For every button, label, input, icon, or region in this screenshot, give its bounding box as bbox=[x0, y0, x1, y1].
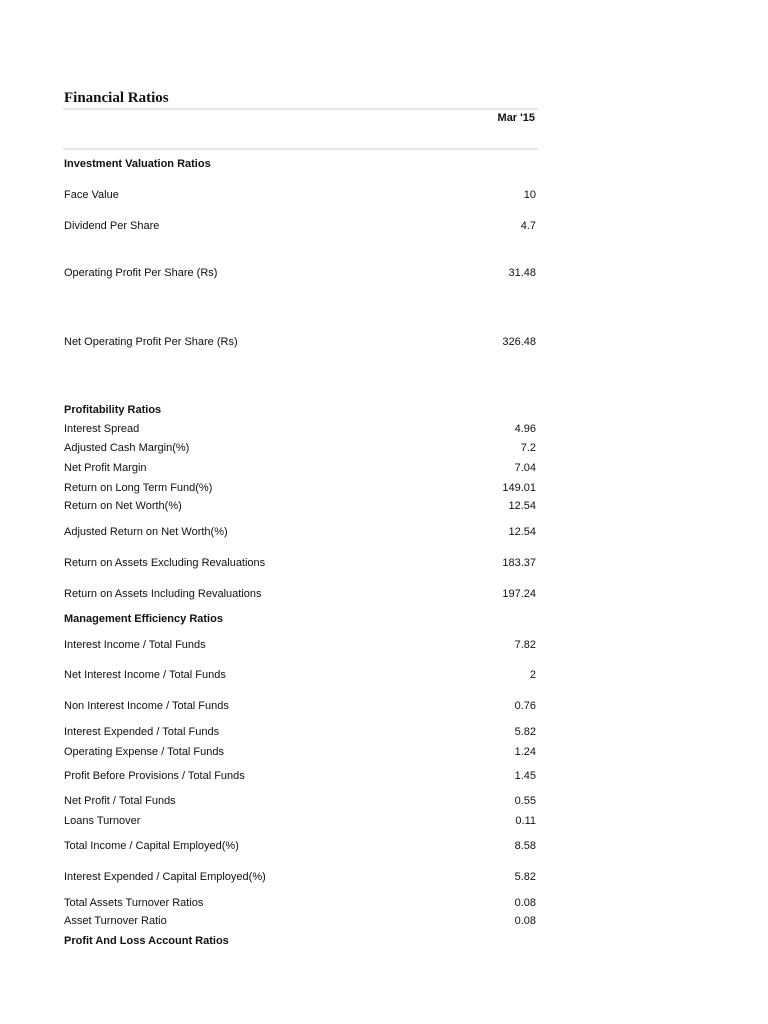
row-label: Dividend Per Share bbox=[64, 220, 160, 232]
row-label: Face Value bbox=[64, 189, 119, 201]
row-label: Return on Assets Including Revaluations bbox=[64, 588, 262, 600]
section-profit-and-loss bbox=[64, 933, 536, 949]
row-value: 12.54 bbox=[508, 500, 536, 512]
table-row bbox=[64, 813, 536, 829]
row-label: Return on Net Worth(%) bbox=[64, 500, 182, 512]
table-row bbox=[64, 524, 536, 540]
table-row bbox=[64, 334, 536, 350]
row-label: Profit Before Provisions / Total Funds bbox=[64, 770, 245, 782]
row-value: 4.7 bbox=[520, 220, 536, 232]
row-label: Asset Turnover Ratio bbox=[64, 915, 167, 927]
table-row bbox=[64, 555, 536, 571]
table-row bbox=[64, 586, 536, 602]
row-label: Profitability Ratios bbox=[64, 404, 162, 416]
row-value: 31.48 bbox=[508, 267, 536, 279]
row-value: 149.01 bbox=[502, 482, 536, 494]
row-value: 0.76 bbox=[514, 700, 536, 712]
row-label: Interest Spread bbox=[64, 423, 140, 435]
table-row bbox=[64, 480, 536, 496]
row-label: Loans Turnover bbox=[64, 815, 141, 827]
table-row bbox=[64, 768, 536, 784]
row-value: 7.2 bbox=[520, 442, 536, 454]
row-value: 2 bbox=[529, 669, 536, 681]
row-value: 5.82 bbox=[514, 871, 536, 883]
row-label: Net Interest Income / Total Funds bbox=[64, 669, 226, 681]
section-management-efficiency bbox=[64, 611, 536, 627]
table-row bbox=[64, 895, 536, 911]
table-row bbox=[64, 460, 536, 476]
row-label: Net Profit Margin bbox=[64, 462, 147, 474]
row-label: Non Interest Income / Total Funds bbox=[64, 700, 229, 712]
table-row bbox=[64, 440, 536, 456]
row-value: 1.24 bbox=[514, 746, 536, 758]
period-column-header: Mar '15 bbox=[497, 112, 535, 124]
row-value: 5.82 bbox=[514, 726, 536, 738]
row-label: Adjusted Cash Margin(%) bbox=[64, 442, 190, 454]
section-profitability bbox=[64, 402, 536, 418]
table-row bbox=[64, 421, 536, 437]
row-label: Management Efficiency Ratios bbox=[64, 613, 223, 625]
row-value: 7.82 bbox=[514, 639, 536, 651]
row-value: 0.08 bbox=[514, 915, 536, 927]
table-row bbox=[64, 913, 536, 929]
row-value: 8.58 bbox=[514, 840, 536, 852]
row-value: 7.04 bbox=[514, 462, 536, 474]
row-label: Interest Expended / Capital Employed(%) bbox=[64, 871, 266, 883]
table-row bbox=[64, 724, 536, 740]
table-row bbox=[64, 265, 536, 281]
row-label: Interest Expended / Total Funds bbox=[64, 726, 220, 738]
table-row bbox=[64, 793, 536, 809]
row-value: 197.24 bbox=[502, 588, 536, 600]
table-row bbox=[64, 667, 536, 683]
row-value: 10 bbox=[523, 189, 536, 201]
row-label: Return on Long Term Fund(%) bbox=[64, 482, 213, 494]
row-value: 0.55 bbox=[514, 795, 536, 807]
row-label: Total Assets Turnover Ratios bbox=[64, 897, 204, 909]
row-value: 0.08 bbox=[514, 897, 536, 909]
row-value: 326.48 bbox=[502, 336, 536, 348]
row-label: Interest Income / Total Funds bbox=[64, 639, 206, 651]
row-label: Net Operating Profit Per Share (Rs) bbox=[64, 336, 238, 348]
table-row bbox=[64, 869, 536, 885]
table-row bbox=[64, 838, 536, 854]
row-value: 183.37 bbox=[502, 557, 536, 569]
table-row bbox=[64, 498, 536, 514]
row-label: Investment Valuation Ratios bbox=[64, 158, 211, 170]
header-divider bbox=[63, 148, 538, 150]
row-label: Return on Assets Excluding Revaluations bbox=[64, 557, 266, 569]
row-label: Operating Expense / Total Funds bbox=[64, 746, 225, 758]
row-value: 4.96 bbox=[514, 423, 536, 435]
table-row bbox=[64, 744, 536, 760]
row-value: 1.45 bbox=[514, 770, 536, 782]
table-row bbox=[64, 637, 536, 653]
section-investment-valuation bbox=[64, 156, 536, 172]
table-row bbox=[64, 218, 536, 234]
row-label: Operating Profit Per Share (Rs) bbox=[64, 267, 218, 279]
table-row bbox=[64, 698, 536, 714]
row-value: 0.11 bbox=[515, 815, 536, 827]
table-row bbox=[64, 187, 536, 203]
title-divider bbox=[63, 108, 538, 110]
row-label: Adjusted Return on Net Worth(%) bbox=[64, 526, 228, 538]
row-label: Total Income / Capital Employed(%) bbox=[64, 840, 239, 852]
page-title: Financial Ratios bbox=[64, 90, 169, 106]
row-label: Net Profit / Total Funds bbox=[64, 795, 176, 807]
row-label: Profit And Loss Account Ratios bbox=[64, 935, 229, 947]
row-value: 12.54 bbox=[508, 526, 536, 538]
